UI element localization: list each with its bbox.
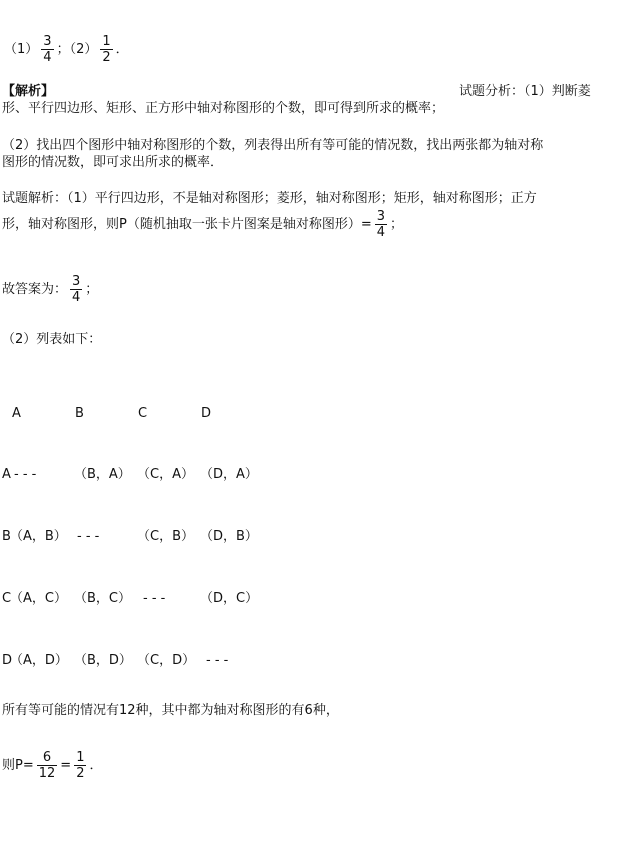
analysis-intro-line2: 形、平行四边形、矩形、正方形中轴对称图形的个数，即可得到所求的概率； — [2, 101, 445, 116]
table-cell: - - - — [77, 529, 100, 544]
part2-intro: （2）列表如下： — [2, 332, 102, 347]
answer-part1-label: （1） — [4, 42, 39, 57]
table-cell: （A，D） — [10, 653, 68, 668]
solution-line1: 试题解析：（1）平行四边形，不是轴对称图形；菱形，轴对称图形；矩形，轴对称图形；正方 — [2, 191, 537, 206]
table-cell: （C，A） — [137, 467, 194, 482]
solution-line2-end: ； — [390, 217, 404, 232]
answer-end: ． — [115, 42, 129, 57]
fraction-denominator: 4 — [72, 290, 81, 305]
fraction-denominator: 4 — [43, 50, 52, 65]
answer-line — [4, 34, 129, 65]
table-cell: （C，B） — [137, 529, 194, 544]
answer-fraction-2 — [100, 34, 112, 65]
fraction-numerator: 6 — [37, 750, 58, 766]
solution-line2 — [2, 209, 403, 240]
conclusion-end: ． — [89, 758, 103, 773]
table-cell: （B，C） — [74, 591, 131, 606]
fraction-numerator: 3 — [43, 34, 52, 49]
fraction-denominator: 4 — [376, 225, 386, 240]
table-cell: （D，A） — [200, 467, 258, 482]
analysis-part2-line1: （2）找出四个图形中轴对称图形的个数，列表得出所有等可能的情况数，找出两张都为轴对称 — [2, 138, 544, 153]
table-cell: （A，C） — [10, 591, 67, 606]
table-cell: （D，B） — [200, 529, 258, 544]
answer-is-line — [2, 274, 98, 305]
answer-is-fraction — [70, 274, 82, 305]
conclusion-probability — [2, 750, 102, 781]
table-cell: - - - — [206, 653, 229, 668]
table-cell: - - - — [14, 467, 37, 482]
table-row-label: D — [2, 653, 13, 668]
table-row-label: C — [2, 591, 12, 606]
analysis-heading: 【解析】 — [2, 84, 55, 99]
table-cell: （C，D） — [137, 653, 196, 668]
equals-sign: = — [60, 758, 72, 773]
conclusion-p-label: 则P= — [2, 758, 34, 773]
table-cell: （D，C） — [200, 591, 259, 606]
fraction-denominator: 2 — [102, 50, 111, 65]
answer-is-label: 故答案为： — [2, 282, 68, 297]
solution-fraction — [375, 209, 387, 240]
analysis-part2-line2: 图形的情况数，即可求出所求的概率． — [2, 155, 224, 170]
conclusion-line1: 所有等可能的情况有12种，其中都为轴对称图形的有6种， — [2, 703, 339, 718]
table-header-a: A — [12, 406, 21, 421]
fraction-numerator: 1 — [76, 750, 85, 765]
fraction-numerator: 3 — [72, 274, 81, 289]
fraction-denominator: 2 — [76, 766, 85, 781]
table-header-b: B — [75, 406, 84, 421]
answer-is-end: ； — [85, 282, 99, 297]
fraction-numerator: 1 — [102, 34, 111, 49]
table-cell: （B，D） — [74, 653, 132, 668]
conclusion-fraction-2 — [74, 750, 86, 781]
table-cell: （B，A） — [74, 467, 131, 482]
table-cell: - - - — [143, 591, 166, 606]
conclusion-fraction-1 — [37, 750, 58, 781]
answer-separator: ；（2） — [56, 42, 98, 57]
table-header-d: D — [201, 406, 212, 421]
analysis-intro-right: 试题分析：（1）判断菱 — [459, 84, 591, 99]
solution-line2-text: 形，轴对称图形，则P（随机抽取一张卡片图案是轴对称图形）= — [2, 217, 372, 232]
table-row-label: B — [2, 529, 11, 544]
fraction-numerator: 3 — [376, 209, 386, 224]
answer-fraction-1 — [41, 34, 53, 65]
table-header-c: C — [138, 406, 148, 421]
table-row-label: A — [2, 467, 11, 482]
table-cell: （A，B） — [10, 529, 67, 544]
fraction-denominator: 12 — [38, 766, 56, 781]
